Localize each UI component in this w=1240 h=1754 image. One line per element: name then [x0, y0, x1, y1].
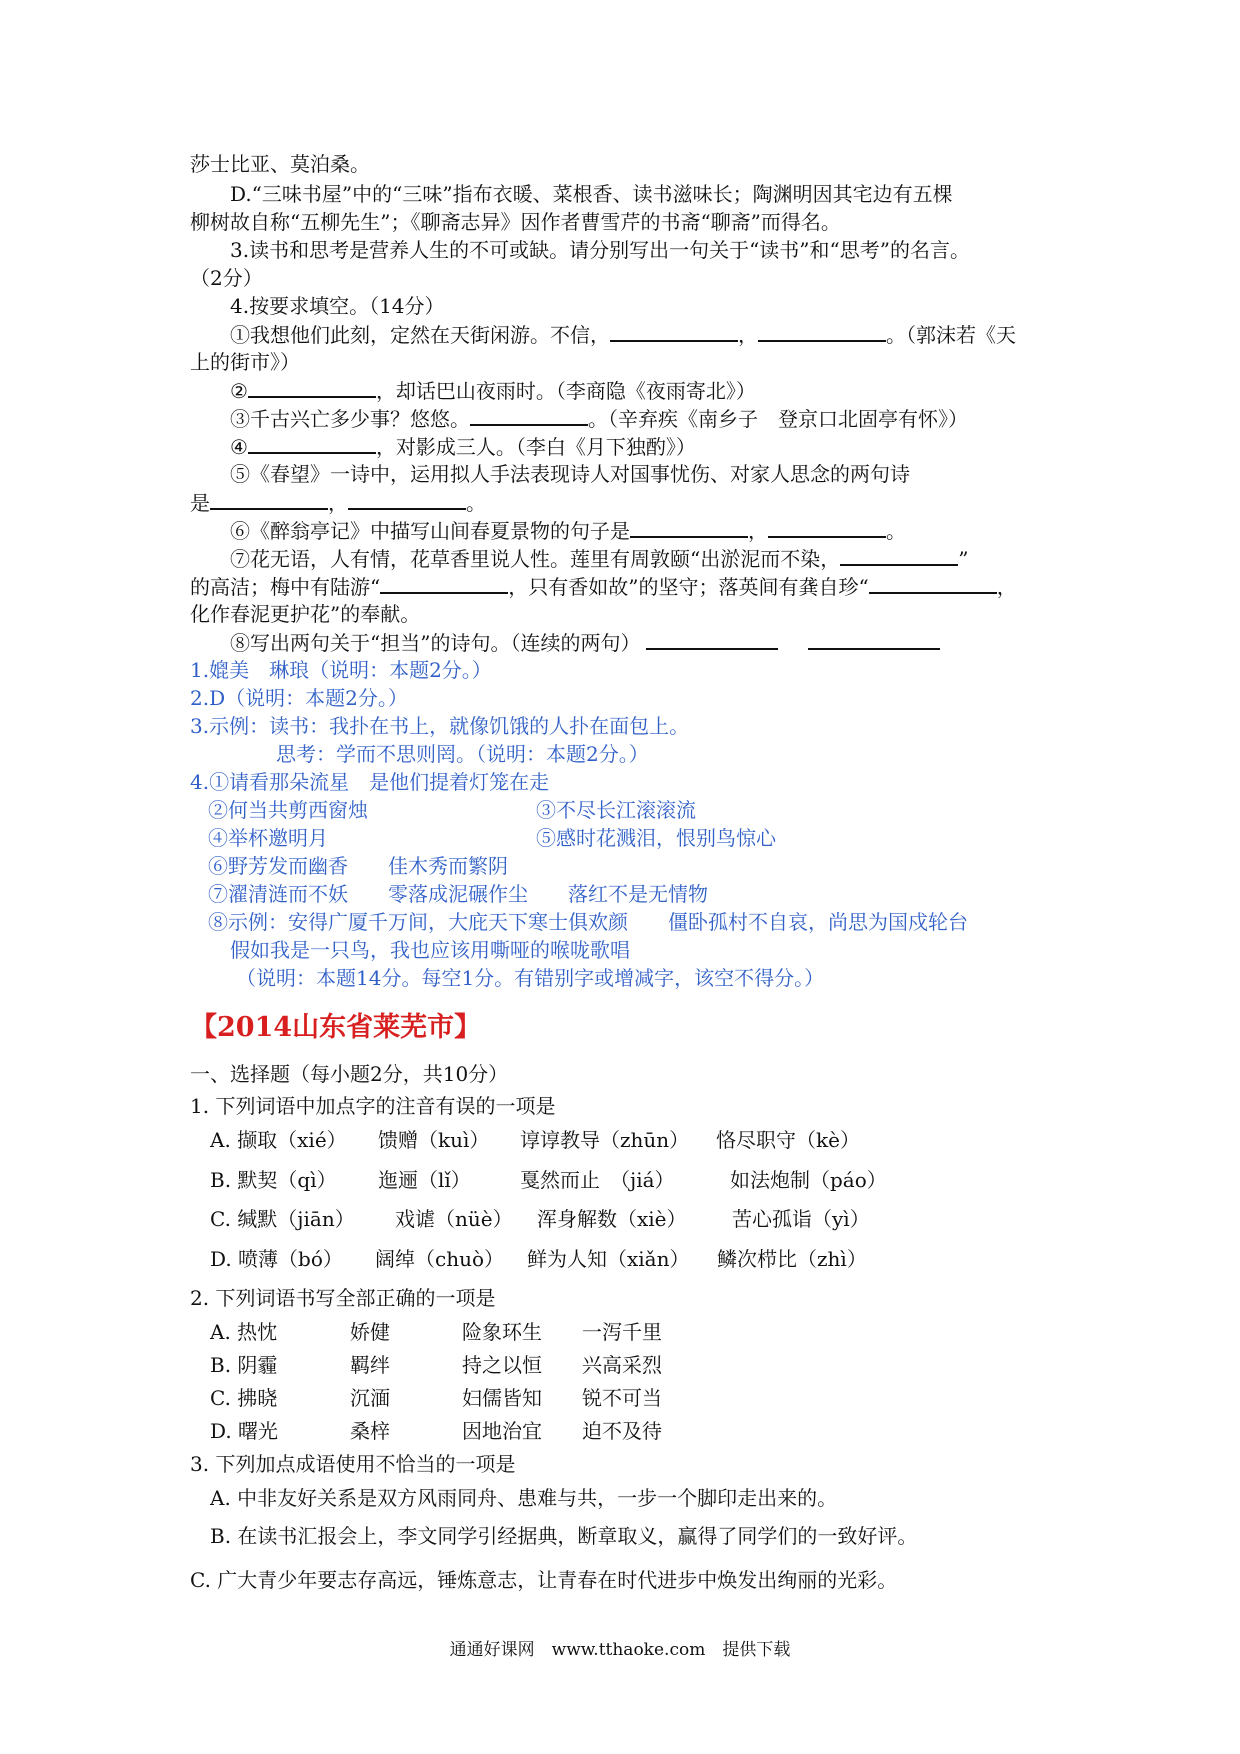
answer-blank[interactable]	[646, 628, 778, 650]
text-line: （2分）	[190, 266, 263, 290]
option-row: A. 热忱 娇健 险象环生 一泻千里	[210, 1320, 662, 1344]
answer-line: ⑥野芳发而幽香 佳木秀而繁阴	[208, 854, 508, 878]
fill-line-7: ⑦花无语，人有情，花草香里说人性。莲里有周敦颐“出淤泥而不染， ”	[230, 544, 1110, 573]
answer-line: 2.D（说明：本题2分。）	[190, 686, 408, 710]
question-2: 2. 下列词语书写全部正确的一项是	[190, 1286, 496, 1310]
option-row: A. 撷取（xié） 馈赠（kuì） 谆谆教导（zhūn） 恪尽职守（kè）	[210, 1128, 860, 1152]
answer-blank[interactable]	[248, 432, 376, 454]
option-row: B. 在读书汇报会上，李文同学引经据典，断章取义，赢得了同学们的一致好评。	[210, 1524, 918, 1548]
answer-blank[interactable]	[470, 404, 588, 426]
option-row: A. 中非友好关系是双方风雨同舟、患难与共，一步一个脚印走出来的。	[210, 1486, 838, 1510]
option-row: B. 阴霾 羁绊 持之以恒 兴高采烈	[210, 1353, 662, 1377]
answer-blank[interactable]	[840, 544, 958, 566]
answer-line: ③不尽长江滚滚流	[536, 798, 696, 822]
question-1: 1. 下列词语中加点字的注音有误的一项是	[190, 1094, 556, 1118]
fill-line-7b: 的高洁；梅中有陆游“ ，只有香如故”的坚守；落英间有龚自珍“ ，	[190, 572, 1070, 601]
text-line: 3.读书和思考是营养人生的不可或缺。请分别写出一句关于“读书”和“思考”的名言。	[230, 238, 970, 262]
answer-blank[interactable]	[380, 572, 508, 594]
text-line: ⑤《春望》一诗中，运用拟人手法表现诗人对国事忧伤、对家人思念的两句诗	[230, 462, 910, 486]
answer-blank[interactable]	[610, 320, 738, 342]
fill-line-4: ④ ，对影成三人。（李白《月下独酌》）	[230, 432, 1110, 461]
text-line: 柳树故自称“五柳先生”；《聊斋志异》因作者曹雪芹的书斋“聊斋”而得名。	[190, 210, 841, 234]
answer-blank[interactable]	[758, 320, 886, 342]
text-line: 莎士比亚、莫泊桑。	[190, 152, 370, 176]
answer-line: ②何当共剪西窗烛	[208, 798, 368, 822]
answer-line: 假如我是一只鸟，我也应该用嘶哑的喉咙歌唱	[230, 938, 630, 962]
option-row: D. 喷薄（bó） 阔绰（chuò） 鲜为人知（xiǎn） 鳞次栉比（zhì）	[210, 1247, 867, 1271]
answer-line: 3.示例：读书：我扑在书上，就像饥饿的人扑在面包上。	[190, 714, 690, 738]
answer-blank[interactable]	[869, 572, 997, 594]
text-line: 化作春泥更护花”的奉献。	[190, 602, 421, 626]
answer-line: ④举杯邀明月	[208, 826, 328, 850]
fill-line-3: ③千古兴亡多少事？悠悠。 。（辛弃疾《南乡子 登京口北固亭有怀》）	[230, 404, 1110, 433]
answer-line: （说明：本题14分。每空1分。有错别字或增减字，该空不得分。）	[236, 966, 825, 990]
answer-line: 1.媲美 琳琅（说明：本题2分。）	[190, 658, 492, 682]
page-footer: 通通好课网 www.tthaoke.com 提供下载	[449, 1640, 791, 1660]
question-3: 3. 下列加点成语使用不恰当的一项是	[190, 1452, 516, 1476]
text-line: D.“三味书屋”中的“三味”指布衣暖、菜根香、读书滋味长；陶渊明因其宅边有五棵	[230, 182, 953, 206]
answer-blank[interactable]	[768, 516, 886, 538]
option-row: B. 默契（qì） 迤逦（lǐ） 戛然而止 （jiá） 如法炮制（páo）	[210, 1168, 887, 1192]
answer-line: ⑦濯清涟而不妖 零落成泥碾作尘 落红不是无情物	[208, 882, 708, 906]
answer-blank[interactable]	[348, 488, 466, 510]
fill-line-2: ② ，却话巴山夜雨时。（李商隐《夜雨寄北》）	[230, 376, 1110, 405]
answer-blank[interactable]	[630, 516, 748, 538]
answer-line: 思考：学而不思则罔。（说明：本题2分。）	[276, 742, 649, 766]
answer-blank[interactable]	[210, 488, 328, 510]
option-row: C. 缄默（jiān） 戏谑（nüè） 浑身解数（xiè） 苦心孤诣（yì）	[210, 1207, 870, 1231]
option-row: D. 曙光 桑梓 因地治宜 迫不及待	[210, 1419, 662, 1443]
fill-line-5: 是 ， 。	[190, 488, 1070, 517]
answer-line: ⑤感时花溅泪，恨别鸟惊心	[536, 826, 776, 850]
text-line: 4.按要求填空。（14分）	[230, 294, 445, 318]
option-row: C. 拂晓 沉湎 妇儒皆知 锐不可当	[210, 1386, 662, 1410]
answer-blank[interactable]	[248, 376, 376, 398]
answer-line: 4.①请看那朵流星 是他们提着灯笼在走	[190, 770, 550, 794]
text-line: 一、选择题（每小题2分，共10分）	[190, 1062, 509, 1086]
section-heading: 【2014山东省莱芜市】	[190, 1012, 482, 1043]
fill-line-1: ①我想他们此刻，定然在天街闲游。不信， ， 。（郭沫若《天	[230, 320, 1110, 349]
fill-line-6: ⑥《醉翁亭记》中描写山间春夏景物的句子是 ， 。	[230, 516, 1110, 545]
answer-line: ⑧示例：安得广厦千万间，大庇天下寒士俱欢颜 僵卧孤村不自哀，尚思为国戍轮台	[208, 910, 968, 934]
fill-line-8: ⑧写出两句关于“担当”的诗句。（连续的两句）	[230, 628, 1110, 657]
option-row: C. 广大青少年要志存高远，锤炼意志，让青春在时代进步中焕发出绚丽的光彩。	[190, 1568, 898, 1592]
text-line: 上的街市》）	[190, 350, 300, 374]
answer-blank[interactable]	[808, 628, 940, 650]
